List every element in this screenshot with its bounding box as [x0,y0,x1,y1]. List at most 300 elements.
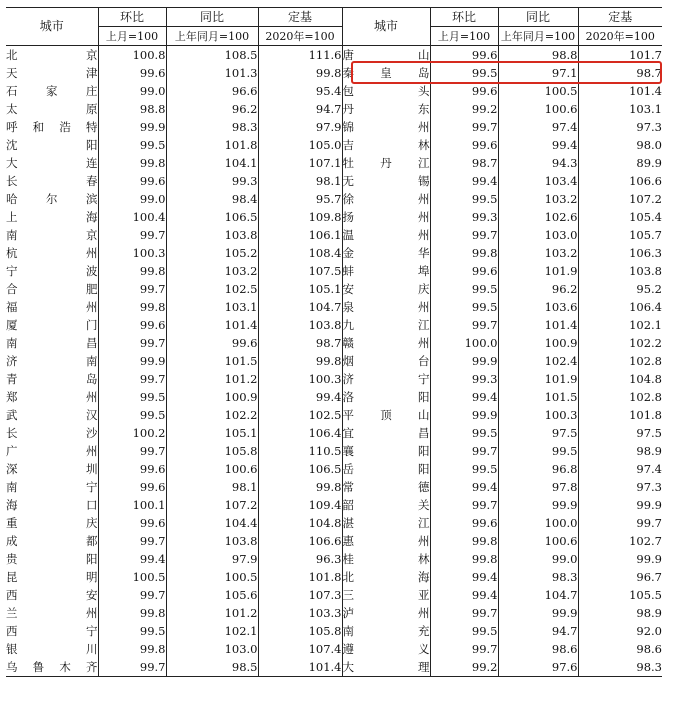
right-mom-cell: 99.7 [430,604,498,622]
right-base-cell: 89.9 [578,154,662,172]
left-yoy-cell: 105.1 [166,424,258,442]
right-yoy-cell: 103.0 [498,226,578,244]
right-city-cell: 泉州 [342,298,430,316]
right-mom-cell: 99.9 [430,406,498,424]
right-yoy-cell: 104.7 [498,586,578,604]
right-base-cell: 99.9 [578,496,662,514]
right-yoy-cell: 97.6 [498,658,578,677]
right-city-cell: 常德 [342,478,430,496]
right-yoy-cell: 101.9 [498,370,578,388]
left-yoy-cell: 101.8 [166,136,258,154]
table-row [6,244,662,262]
right-yoy-cell: 100.6 [498,100,578,118]
left-base-cell: 103.8 [258,316,342,334]
right-yoy-cell: 94.7 [498,622,578,640]
left-mom-cell: 99.7 [98,334,166,352]
right-city-cell: 南充 [342,622,430,640]
right-mom-cell: 99.8 [430,532,498,550]
left-yoy-cell: 104.4 [166,514,258,532]
left-base-cell: 97.9 [258,118,342,136]
right-base-cell: 99.9 [578,550,662,568]
right-city-cell: 牡丹江 [342,154,430,172]
right-city-cell: 丹东 [342,100,430,118]
left-mom-cell: 100.2 [98,424,166,442]
left-mom-cell: 99.4 [98,550,166,568]
table-row [6,316,662,334]
right-city-cell: 徐州 [342,190,430,208]
left-yoy-cell: 104.1 [166,154,258,172]
left-yoy-cell: 101.2 [166,370,258,388]
right-city-cell: 唐山 [342,46,430,65]
left-base-cell: 106.6 [258,532,342,550]
left-yoy-cell: 98.5 [166,658,258,677]
left-yoy-cell: 101.5 [166,352,258,370]
right-base-cell: 103.8 [578,262,662,280]
right-yoy-cell: 102.4 [498,352,578,370]
left-yoy-cell: 105.2 [166,244,258,262]
right-city-cell: 济宁 [342,370,430,388]
left-base-cell: 99.8 [258,352,342,370]
table-row [6,622,662,640]
table-row [6,46,662,65]
right-city-cell: 九江 [342,316,430,334]
left-mom-cell: 98.8 [98,100,166,118]
right-yoy-cell: 99.0 [498,550,578,568]
right-base-cell: 95.2 [578,280,662,298]
right-base-cell: 98.7 [578,64,662,82]
table-row [6,370,662,388]
table-row [6,424,662,442]
left-mom-cell: 99.8 [98,154,166,172]
right-base-cell: 99.7 [578,514,662,532]
left-base-cell: 104.7 [258,298,342,316]
left-city-cell: 杭州 [6,245,98,260]
left-mom-cell: 99.6 [98,460,166,478]
table-row [6,604,662,622]
right-city-cell: 韶关 [342,496,430,514]
price-index-table [6,7,662,677]
table-body [6,46,662,677]
right-city-cell: 襄阳 [342,442,430,460]
left-base-cell: 95.7 [258,190,342,208]
left-yoy-cell: 102.5 [166,280,258,298]
right-mom-cell: 99.2 [430,658,498,677]
left-mom-cell: 99.5 [98,406,166,424]
left-yoy-cell: 103.8 [166,226,258,244]
right-yoy-cell: 97.5 [498,424,578,442]
left-city-cell: 昆明 [6,569,98,584]
right-yoy-cell: 99.9 [498,604,578,622]
left-yoy-cell: 97.9 [166,550,258,568]
left-mom-cell: 100.1 [98,496,166,514]
right-yoy-cell: 100.3 [498,406,578,424]
table-row [6,262,662,280]
left-mom-cell: 99.5 [98,136,166,154]
table-row [6,388,662,406]
table-row [6,118,662,136]
table-row [6,298,662,316]
right-mom-cell: 99.9 [430,352,498,370]
right-mom-cell: 99.4 [430,388,498,406]
left-base-cell: 106.1 [258,226,342,244]
table-row [6,82,662,100]
right-city-cell: 包头 [342,82,430,100]
right-mom-cell: 99.6 [430,514,498,532]
base-header-left: 定基 [258,8,342,27]
right-mom-cell: 99.3 [430,208,498,226]
right-base-cell: 97.3 [578,118,662,136]
right-base-cell: 97.3 [578,478,662,496]
table-row [6,208,662,226]
right-base-cell: 97.5 [578,424,662,442]
right-base-cell: 97.4 [578,460,662,478]
mom-header-left: 环比 [98,8,166,27]
table-row [6,226,662,244]
left-yoy-cell: 101.3 [166,64,258,82]
left-city-cell: 乌鲁木齐 [6,658,98,677]
left-city-cell: 西安 [6,587,98,602]
left-city-cell: 青岛 [6,371,98,386]
left-mom-cell: 100.3 [98,244,166,262]
right-yoy-cell: 96.8 [498,460,578,478]
right-mom-cell: 99.5 [430,460,498,478]
left-base-cell: 109.8 [258,208,342,226]
left-mom-cell: 99.5 [98,388,166,406]
left-city-cell: 上海 [6,209,98,224]
left-base-cell: 104.8 [258,514,342,532]
right-mom-cell: 99.5 [430,190,498,208]
left-mom-cell: 99.7 [98,532,166,550]
left-mom-cell: 99.0 [98,190,166,208]
left-base-cell: 98.1 [258,172,342,190]
left-base-cell: 105.0 [258,136,342,154]
left-base-cell: 107.5 [258,262,342,280]
table-row [6,154,662,172]
right-city-cell: 三亚 [342,586,430,604]
left-city-cell: 石家庄 [6,83,98,98]
right-yoy-cell: 94.3 [498,154,578,172]
right-mom-cell: 100.0 [430,334,498,352]
left-city-cell: 广州 [6,443,98,458]
right-yoy-cell: 96.2 [498,280,578,298]
left-yoy-cell: 98.3 [166,118,258,136]
left-mom-cell: 99.6 [98,514,166,532]
left-mom-cell: 99.8 [98,298,166,316]
right-city-cell: 烟台 [342,352,430,370]
left-city-cell: 贵阳 [6,551,98,566]
left-mom-cell: 99.7 [98,370,166,388]
left-mom-cell: 99.7 [98,280,166,298]
left-base-cell: 111.6 [258,46,342,65]
right-mom-cell: 99.5 [430,424,498,442]
right-yoy-cell: 98.6 [498,640,578,658]
right-base-cell: 105.4 [578,208,662,226]
left-yoy-cell: 98.4 [166,190,258,208]
right-mom-cell: 99.6 [430,136,498,154]
table-row [6,280,662,298]
right-city-cell: 大理 [342,658,430,677]
left-base-cell: 105.1 [258,280,342,298]
right-mom-cell: 99.3 [430,370,498,388]
base-subheader-left: 2020年=100 [258,27,342,46]
right-yoy-cell: 100.5 [498,82,578,100]
left-yoy-cell: 108.5 [166,46,258,65]
left-mom-cell: 99.7 [98,658,166,677]
left-base-cell: 107.1 [258,154,342,172]
header-row-top [6,8,662,27]
right-mom-cell: 99.4 [430,172,498,190]
left-city-cell: 宁波 [6,263,98,278]
table-row [6,406,662,424]
left-yoy-cell: 99.3 [166,172,258,190]
right-base-cell: 101.8 [578,406,662,424]
left-base-cell: 108.4 [258,244,342,262]
right-yoy-cell: 97.1 [498,64,578,82]
mom-subheader-right: 上月=100 [430,27,498,46]
right-mom-cell: 99.7 [430,118,498,136]
right-city-cell: 北海 [342,568,430,586]
right-city-cell: 吉林 [342,136,430,154]
right-mom-cell: 99.7 [430,442,498,460]
mom-header-right: 环比 [430,8,498,27]
left-base-cell: 102.5 [258,406,342,424]
left-city-cell: 北京 [6,47,98,62]
table-row [6,64,662,82]
right-city-cell: 惠州 [342,532,430,550]
right-base-cell: 105.5 [578,586,662,604]
right-city-cell: 无锡 [342,172,430,190]
left-mom-cell: 100.8 [98,46,166,65]
right-yoy-cell: 98.8 [498,46,578,65]
right-base-cell: 104.8 [578,370,662,388]
right-yoy-cell: 103.2 [498,190,578,208]
table-row [6,442,662,460]
right-mom-cell: 99.6 [430,82,498,100]
left-base-cell: 99.8 [258,64,342,82]
right-mom-cell: 99.8 [430,244,498,262]
right-base-cell: 106.6 [578,172,662,190]
right-yoy-cell: 98.3 [498,568,578,586]
left-city-cell: 南京 [6,227,98,242]
right-base-cell: 102.8 [578,388,662,406]
left-mom-cell: 99.7 [98,586,166,604]
right-base-cell: 103.1 [578,100,662,118]
table-row [6,532,662,550]
right-yoy-cell: 101.9 [498,262,578,280]
left-yoy-cell: 103.0 [166,640,258,658]
left-yoy-cell: 103.8 [166,532,258,550]
right-base-cell: 96.7 [578,568,662,586]
left-base-cell: 96.3 [258,550,342,568]
right-mom-cell: 99.5 [430,64,498,82]
left-yoy-cell: 107.2 [166,496,258,514]
right-yoy-cell: 103.6 [498,298,578,316]
left-base-cell: 99.4 [258,388,342,406]
table-row [6,478,662,496]
right-base-cell: 106.4 [578,298,662,316]
left-mom-cell: 99.8 [98,640,166,658]
left-base-cell: 110.5 [258,442,342,460]
right-mom-cell: 99.7 [430,316,498,334]
right-base-cell: 107.2 [578,190,662,208]
right-yoy-cell: 100.0 [498,514,578,532]
left-yoy-cell: 101.2 [166,604,258,622]
table-row [6,334,662,352]
table-row [6,640,662,658]
right-city-cell: 遵义 [342,640,430,658]
table-row [6,514,662,532]
table-row [6,550,662,568]
left-city-cell: 西宁 [6,623,98,638]
left-yoy-cell: 98.1 [166,478,258,496]
table-row [6,658,662,677]
table-row [6,190,662,208]
right-city-cell: 洛阳 [342,388,430,406]
base-subheader-right: 2020年=100 [578,27,662,46]
right-city-cell: 宜昌 [342,424,430,442]
right-mom-cell: 99.7 [430,640,498,658]
left-mom-cell: 100.4 [98,208,166,226]
left-city-cell: 哈尔滨 [6,191,98,206]
left-city-cell: 重庆 [6,515,98,530]
right-yoy-cell: 103.2 [498,244,578,262]
right-city-cell: 秦皇岛 [342,64,430,82]
right-base-cell: 98.9 [578,442,662,460]
left-city-cell: 长春 [6,173,98,188]
left-yoy-cell: 105.6 [166,586,258,604]
left-city-cell: 海口 [6,497,98,512]
left-yoy-cell: 100.5 [166,568,258,586]
right-yoy-cell: 101.5 [498,388,578,406]
left-base-cell: 99.8 [258,478,342,496]
left-city-cell: 南宁 [6,479,98,494]
right-mom-cell: 99.6 [430,46,498,65]
table-row [6,172,662,190]
left-city-cell: 兰州 [6,605,98,620]
right-city-cell: 桂林 [342,550,430,568]
left-city-cell: 南昌 [6,335,98,350]
left-mom-cell: 99.7 [98,442,166,460]
right-city-cell: 岳阳 [342,460,430,478]
left-mom-cell: 99.6 [98,64,166,82]
left-mom-cell: 99.8 [98,604,166,622]
left-city-cell: 济南 [6,353,98,368]
right-mom-cell: 98.7 [430,154,498,172]
left-mom-cell: 99.5 [98,622,166,640]
right-base-cell: 92.0 [578,622,662,640]
left-city-cell: 银川 [6,641,98,656]
left-base-cell: 98.7 [258,334,342,352]
left-base-cell: 101.8 [258,568,342,586]
mom-subheader-left: 上月=100 [98,27,166,46]
left-yoy-cell: 103.1 [166,298,258,316]
left-mom-cell: 99.8 [98,262,166,280]
header-row-sub [6,27,662,46]
right-yoy-cell: 100.6 [498,532,578,550]
right-base-cell: 98.3 [578,658,662,677]
city-header-right: 城市 [342,8,430,46]
left-yoy-cell: 103.2 [166,262,258,280]
left-city-cell: 合肥 [6,281,98,296]
left-base-cell: 106.4 [258,424,342,442]
left-yoy-cell: 105.8 [166,442,258,460]
right-city-cell: 温州 [342,226,430,244]
right-base-cell: 102.1 [578,316,662,334]
right-city-cell: 金华 [342,244,430,262]
yoy-header-right: 同比 [498,8,578,27]
right-mom-cell: 99.4 [430,586,498,604]
left-yoy-cell: 101.4 [166,316,258,334]
right-yoy-cell: 101.4 [498,316,578,334]
left-mom-cell: 99.9 [98,352,166,370]
right-city-cell: 平顶山 [342,406,430,424]
right-yoy-cell: 99.9 [498,496,578,514]
right-base-cell: 106.3 [578,244,662,262]
left-yoy-cell: 102.1 [166,622,258,640]
yoy-subheader-right: 上年同月=100 [498,27,578,46]
table-row [6,568,662,586]
base-header-right: 定基 [578,8,662,27]
left-city-cell: 沈阳 [6,137,98,152]
city-header-left: 城市 [6,8,98,46]
left-yoy-cell: 99.6 [166,334,258,352]
right-base-cell: 102.7 [578,532,662,550]
left-city-cell: 武汉 [6,407,98,422]
right-city-cell: 赣州 [342,334,430,352]
left-yoy-cell: 96.2 [166,100,258,118]
left-city-cell: 福州 [6,299,98,314]
right-mom-cell: 99.5 [430,298,498,316]
right-base-cell: 98.9 [578,604,662,622]
right-mom-cell: 99.6 [430,262,498,280]
right-mom-cell: 99.2 [430,100,498,118]
left-yoy-cell: 96.6 [166,82,258,100]
left-base-cell: 107.4 [258,640,342,658]
left-mom-cell: 99.7 [98,226,166,244]
left-mom-cell: 100.5 [98,568,166,586]
right-mom-cell: 99.5 [430,622,498,640]
right-city-cell: 安庆 [342,280,430,298]
right-base-cell: 105.7 [578,226,662,244]
right-base-cell: 101.7 [578,46,662,65]
left-base-cell: 100.3 [258,370,342,388]
right-yoy-cell: 102.6 [498,208,578,226]
left-mom-cell: 99.0 [98,82,166,100]
left-city-cell: 长沙 [6,425,98,440]
right-yoy-cell: 103.4 [498,172,578,190]
left-base-cell: 101.4 [258,658,342,677]
table-row [6,352,662,370]
right-mom-cell: 99.7 [430,226,498,244]
table-row [6,586,662,604]
right-mom-cell: 99.4 [430,478,498,496]
right-city-cell: 扬州 [342,208,430,226]
left-city-cell: 大连 [6,155,98,170]
left-mom-cell: 99.6 [98,172,166,190]
right-mom-cell: 99.4 [430,568,498,586]
left-city-cell: 郑州 [6,389,98,404]
left-base-cell: 94.7 [258,100,342,118]
left-city-cell: 成都 [6,533,98,548]
left-base-cell: 103.3 [258,604,342,622]
right-mom-cell: 99.7 [430,496,498,514]
right-city-cell: 锦州 [342,118,430,136]
right-yoy-cell: 97.8 [498,478,578,496]
right-city-cell: 泸州 [342,604,430,622]
right-mom-cell: 99.5 [430,280,498,298]
left-yoy-cell: 106.5 [166,208,258,226]
right-city-cell: 湛江 [342,514,430,532]
